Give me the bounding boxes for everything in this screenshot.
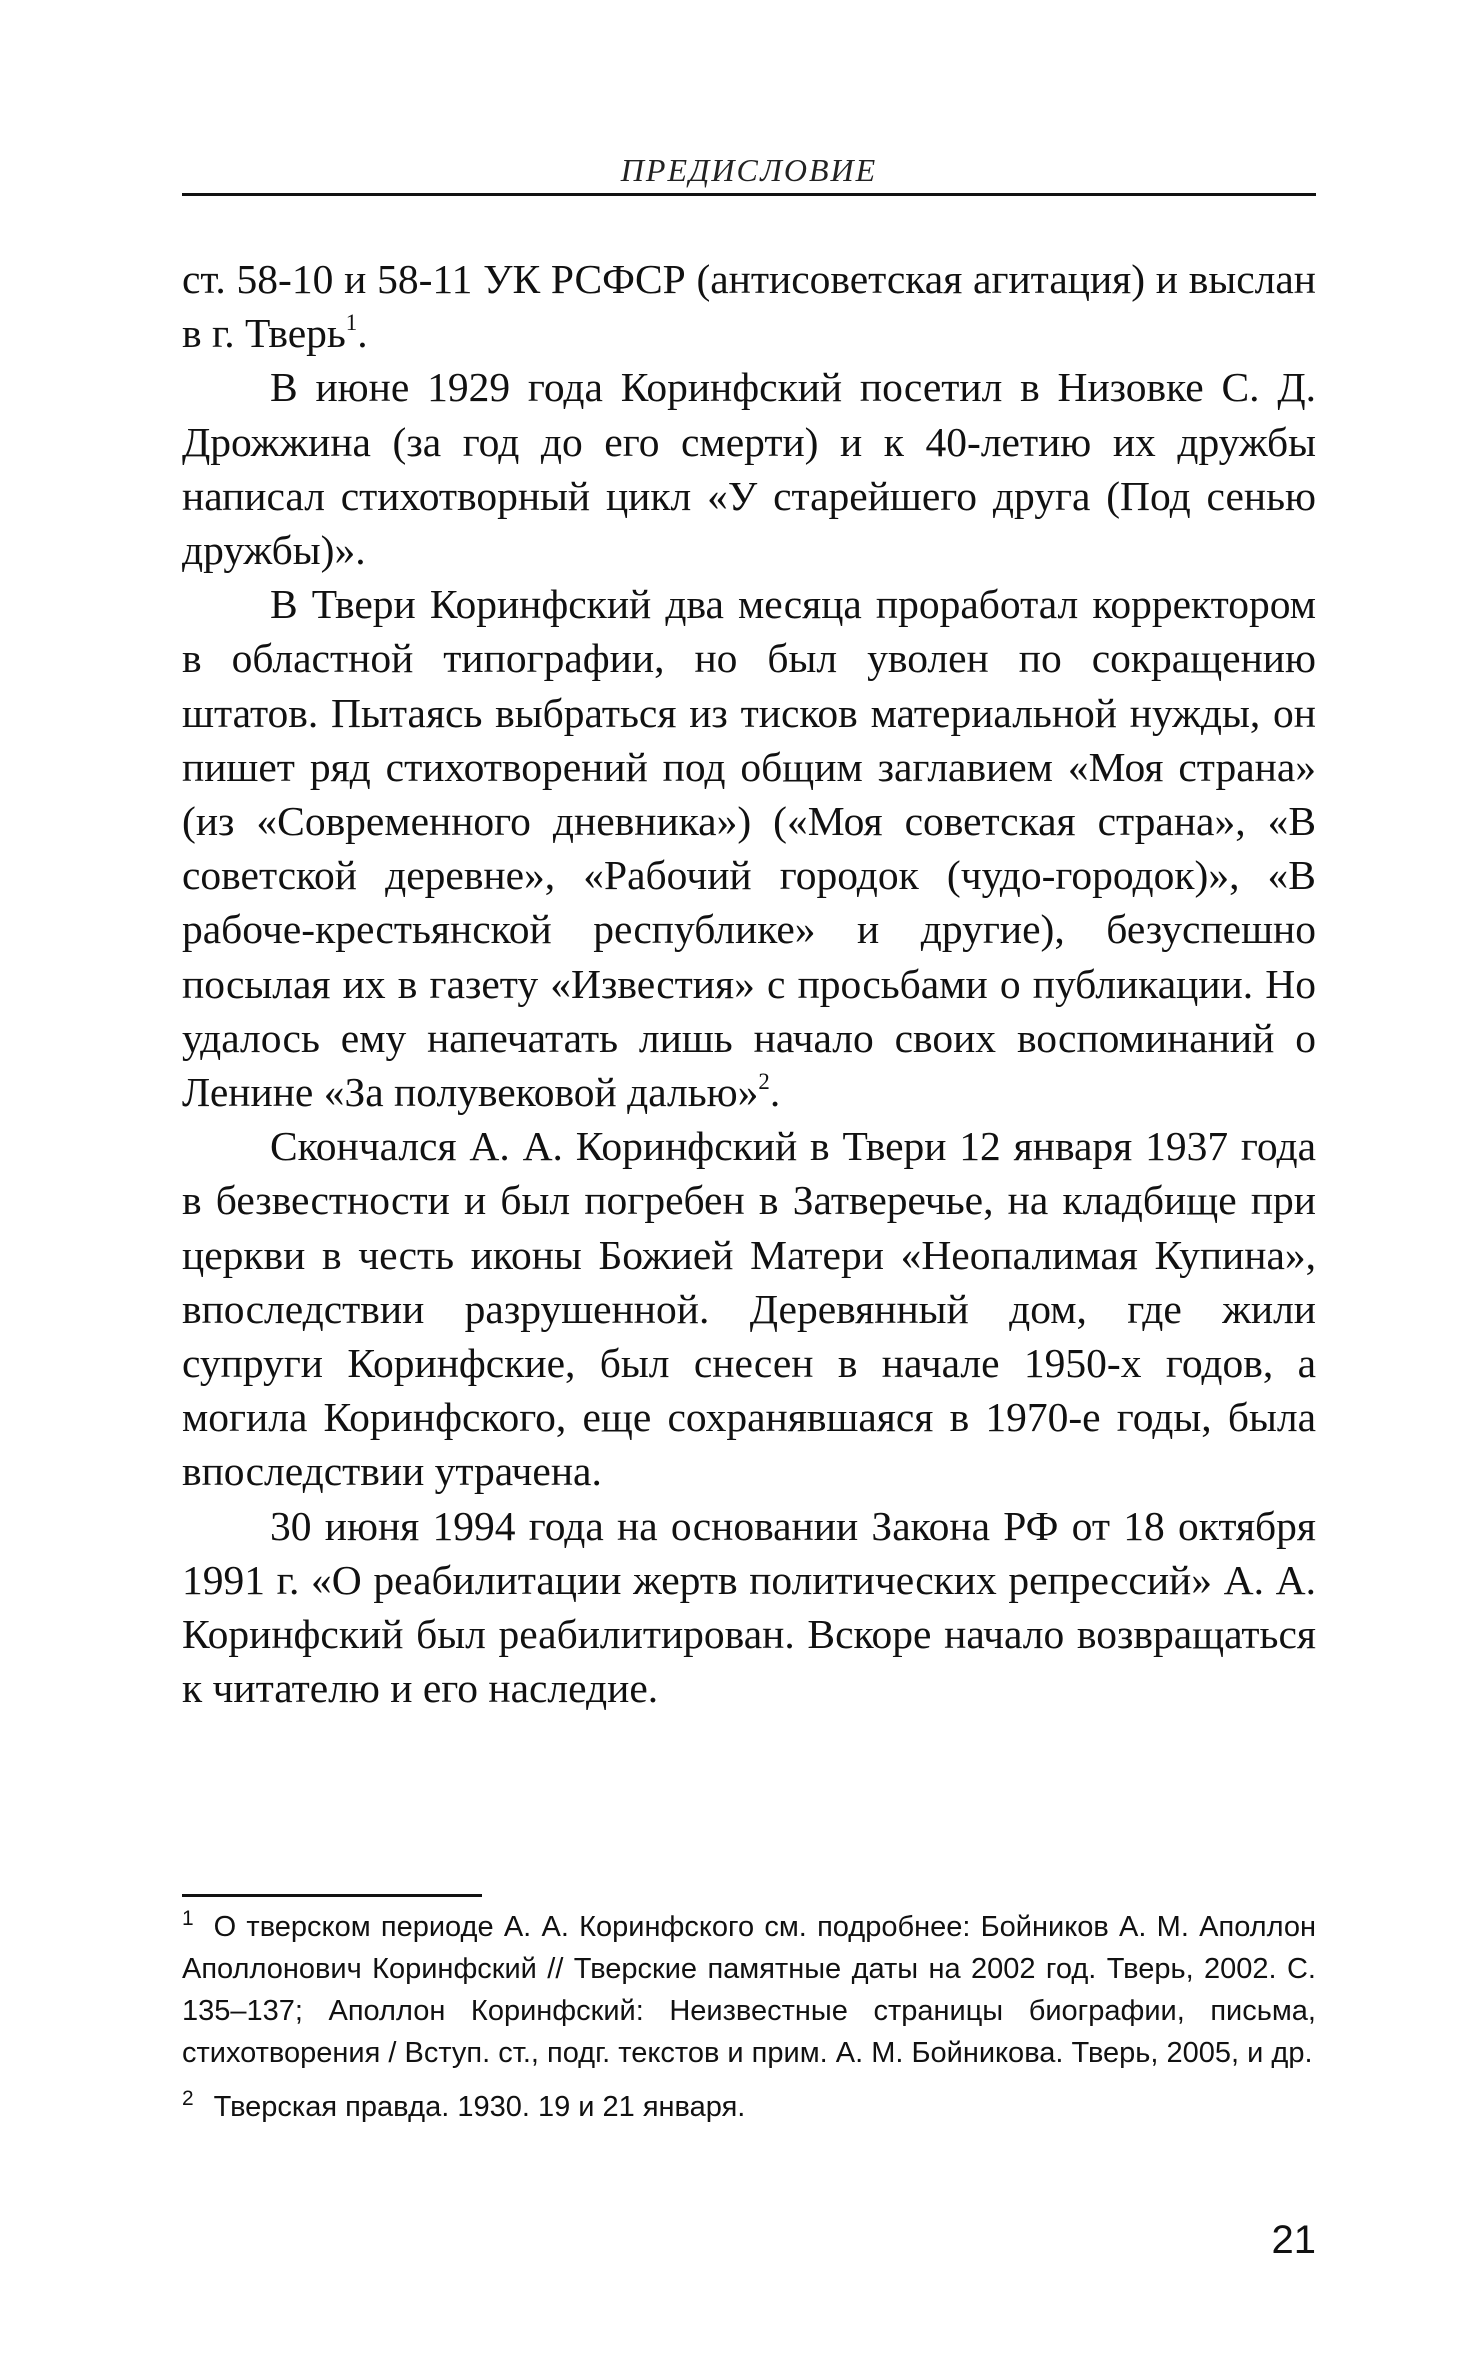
running-head: ПРЕДИСЛОВИЕ: [620, 152, 878, 188]
footnote-mark: 2: [182, 2086, 194, 2110]
footnote: [182, 2086, 1316, 2128]
body-text: [182, 252, 1316, 1715]
header-rule: [182, 193, 1316, 196]
footnote-ref[interactable]: 2: [758, 1068, 770, 1094]
footnote-text: О тверском периоде А. А. Коринфского см. подробнее: Бойников А. М. Аполлон Аполлонович Коринфский // Тверские памятные даты на 2002 год. Тверь, 2002. С. 135–137; Аполлон Коринфский: Неизвестные страницы биографии, письма, стихотворения / Вступ. ст., подг. текстов и прим. А. М. Бойникова. Тверь, 2005, и др.: [182, 1911, 1316, 2069]
paragraph-end: .: [769, 1069, 781, 1116]
footnote-rule: [182, 1894, 482, 1897]
footnote: [182, 1906, 1316, 2074]
paragraph-text: ст. 58-10 и 58-11 УК РСФСР (антисоветская агитация) и выслан в г. Тверь: [182, 256, 1316, 357]
paragraph: [182, 577, 1316, 1119]
paragraph: [182, 252, 1316, 360]
footnote-mark: 1: [182, 1906, 194, 1930]
paragraph: Скончался А. А. Коринфский в Твери 12 января 1937 года в безвестности и был погребен в Затверечье, на кладбище при церкви в честь иконы Божией Матери «Неопалимая Купина», впоследствии разрушенной. Деревянный дом, где жили супруги Коринфские, был снесен в начале 1950-х годов, а могила Коринфского, еще сохранявшаяся в 1970-е годы, была впоследствии утрачена.: [182, 1123, 1316, 1495]
footnotes: [182, 1906, 1316, 2140]
paragraph: В июне 1929 года Коринфский посетил в Низовке С. Д. Дрожжина (за год до его смерти) и к 40-летию их дружбы написал стихотворный цикл «У старейшего друга (Под сенью дружбы)».: [182, 364, 1316, 574]
footnote-ref[interactable]: 1: [345, 310, 358, 336]
footnote-text: Тверская правда. 1930. 19 и 21 января.: [213, 2091, 746, 2123]
paragraph-end: .: [357, 310, 368, 357]
page-number: 21: [1271, 2218, 1316, 2262]
paragraph-text: В Твери Коринфский два месяца проработал корректором в областной типографии, но был уволен по сокращению штатов. Пытаясь выбраться из тисков материальной нужды, он пишет ряд стихотворений под общим заглавием «Моя страна» (из «Современного дневника») («Моя советская страна», «В советской деревне», «Рабочий городок (чудо-городок)», «В рабоче-крестьянской республике» и другие), безуспешно посылая их в газету «Известия» с просьбами о публикации. Но удалось ему напечатать лишь начало своих воспоминаний о Ленине «За полувековой далью»: [182, 581, 1316, 1116]
paragraph: 30 июня 1994 года на основании Закона РФ от 18 октября 1991 г. «О реабилитации жертв политических репрессий» А. А. Коринфский был реабилитирован. Вскоре начало возвращаться к читателю и его наследие.: [182, 1502, 1316, 1712]
